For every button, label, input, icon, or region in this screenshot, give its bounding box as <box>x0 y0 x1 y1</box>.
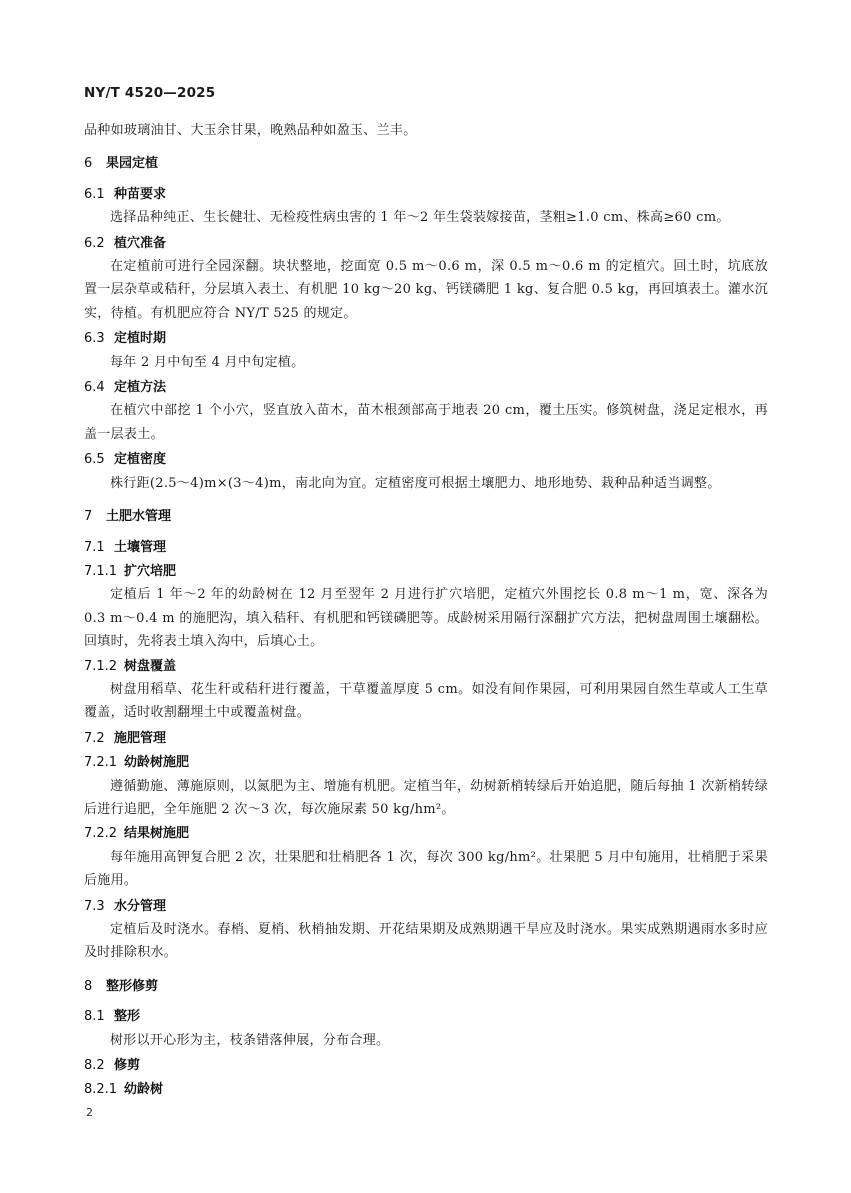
section-title: 定植密度 <box>114 452 167 468</box>
section-title: 结果树施肥 <box>124 826 190 842</box>
section-7-heading <box>84 505 768 528</box>
section-title: 树盘覆盖 <box>124 658 177 674</box>
section-number: 8.2 <box>84 1058 105 1074</box>
section-title: 幼龄树 <box>124 1082 164 1098</box>
section-8-1-paragraph: 树形以开心形为主，枝条错落伸展，分布合理。 <box>110 1032 390 1048</box>
section-6-3-heading <box>84 327 768 350</box>
section-7-3-heading <box>84 895 768 918</box>
page-number: 2 <box>86 1106 93 1119</box>
section-8-2-1-heading <box>84 1078 768 1101</box>
section-title: 土壤管理 <box>114 539 167 555</box>
section-7-2-2-heading <box>84 822 768 845</box>
section-6-1-heading <box>84 183 768 206</box>
section-number: 8.1 <box>84 1009 105 1025</box>
section-number: 6.1 <box>84 186 105 202</box>
section-title: 幼龄树施肥 <box>124 755 190 771</box>
section-title: 定植时期 <box>114 331 167 347</box>
section-8-1-heading <box>84 1005 768 1028</box>
section-7-1-2-paragraph: 树盘用稻草、花生秆或秸秆进行覆盖，干草覆盖厚度 5 cm。如没有间作果园，可利用果园自然生草或人工生草覆盖，适时收割翻埋土中或覆盖树盘。 <box>84 681 768 721</box>
section-6-2-paragraph: 在定植前可进行全园深翻。块状整地，挖面宽 0.5 m～0.6 m，深 0.5 m～0.6 m 的定植穴。回土时，坑底放置一层杂草或秸秆，分层填入表土、有机肥 10 kg～20 kg、钙镁磷肥 1 kg、复合肥 0.5 kg，再回填表土。灌水沉实，待植。有机肥应符合 NY/T 525 的规定。 <box>84 259 768 321</box>
section-number: 6.5 <box>84 452 105 468</box>
section-title: 扩穴培肥 <box>124 563 177 579</box>
section-number: 7.2.2 <box>84 826 118 842</box>
section-title: 定植方法 <box>114 380 167 396</box>
section-number: 7.1 <box>84 539 105 555</box>
section-number: 6 <box>84 156 93 172</box>
section-7-3-paragraph: 定植后及时浇水。春梢、夏梢、秋梢抽发期、开花结果期及成熟期遇干旱应及时浇水。果实成熟期遇雨水多时应及时排除积水。 <box>84 922 768 961</box>
section-7-1-1-paragraph: 定植后 1 年～2 年的幼龄树在 12 月至翌年 2 月进行扩穴培肥，定植穴外围挖长 0.8 m～1 m，宽、深各为 0.3 m～0.4 m 的施肥沟，填入秸秆、有机肥和钙镁磷肥等。成龄树采用隔行深翻扩穴方法，把树盘周围土壤翻松。回填时，先将表土填入沟中，后填心土。 <box>84 587 768 650</box>
section-title: 修剪 <box>114 1058 141 1074</box>
section-7-1-2-heading <box>84 655 768 678</box>
section-8-2-heading <box>84 1054 768 1077</box>
section-title: 植穴准备 <box>114 235 167 251</box>
section-title: 整形修剪 <box>106 978 159 994</box>
section-6-4-paragraph: 在植穴中部挖 1 个小穴，竖直放入苗木，苗木根颈部高于地表 20 cm，覆土压实。修筑树盘，浇足定根水，再盖一层表土。 <box>84 403 768 442</box>
section-number: 7.2 <box>84 730 105 746</box>
section-number: 7 <box>84 509 93 525</box>
section-8-heading <box>84 975 768 998</box>
section-number: 7.3 <box>84 898 105 914</box>
section-7-2-2-paragraph: 每年施用高钾复合肥 2 次，壮果肥和壮梢肥各 1 次，每次 300 kg/hm²。壮果肥 5 月中旬施用，壮梢肥于采果后施用。 <box>84 849 768 889</box>
section-6-5-heading <box>84 448 768 471</box>
section-number: 8 <box>84 978 93 994</box>
section-title: 施肥管理 <box>114 730 167 746</box>
section-7-2-heading <box>84 727 768 750</box>
section-number: 7.1.1 <box>84 563 118 579</box>
section-6-1-paragraph: 选择品种纯正、生长健壮、无检疫性病虫害的 1 年～2 年生袋装嫁接苗，茎粗≥1.0 cm、株高≥60 cm。 <box>110 210 730 226</box>
section-number: 6.3 <box>84 331 105 347</box>
section-title: 水分管理 <box>114 898 167 914</box>
section-6-heading <box>84 152 768 175</box>
section-6-4-heading <box>84 376 768 399</box>
section-title: 果园定植 <box>106 156 159 172</box>
document-body <box>84 119 768 1102</box>
section-6-3-paragraph: 每年 2 月中旬至 4 月中旬定植。 <box>110 354 305 370</box>
document-code-header: NY/T 4520—2025 <box>84 85 216 101</box>
section-7-1-1-heading <box>84 560 768 583</box>
section-number: 6.4 <box>84 380 105 396</box>
intro-paragraph: 品种如玻璃油甘、大玉余甘果，晚熟品种如盈玉、兰丰。 <box>84 123 417 138</box>
section-7-2-1-heading <box>84 751 768 774</box>
section-number: 7.1.2 <box>84 658 118 674</box>
section-number: 6.2 <box>84 235 105 251</box>
section-title: 土肥水管理 <box>106 509 172 525</box>
section-number: 7.2.1 <box>84 755 118 771</box>
section-7-1-heading <box>84 536 768 559</box>
section-title: 整形 <box>114 1009 141 1025</box>
section-7-2-1-paragraph: 遵循勤施、薄施原则，以氮肥为主、增施有机肥。定植当年，幼树新梢转绿后开始追肥，随后每抽 1 次新梢转绿后进行追肥，全年施肥 2 次～3 次，每次施尿素 50 kg/hm²。 <box>84 778 768 817</box>
section-6-5-paragraph: 株行距(2.5～4)m×(3～4)m，南北向为宜。定植密度可根据土壤肥力、地形地势、栽种品种适当调整。 <box>110 475 721 491</box>
section-title: 种苗要求 <box>114 186 167 202</box>
section-number: 8.2.1 <box>84 1082 118 1098</box>
section-6-2-heading <box>84 232 768 255</box>
